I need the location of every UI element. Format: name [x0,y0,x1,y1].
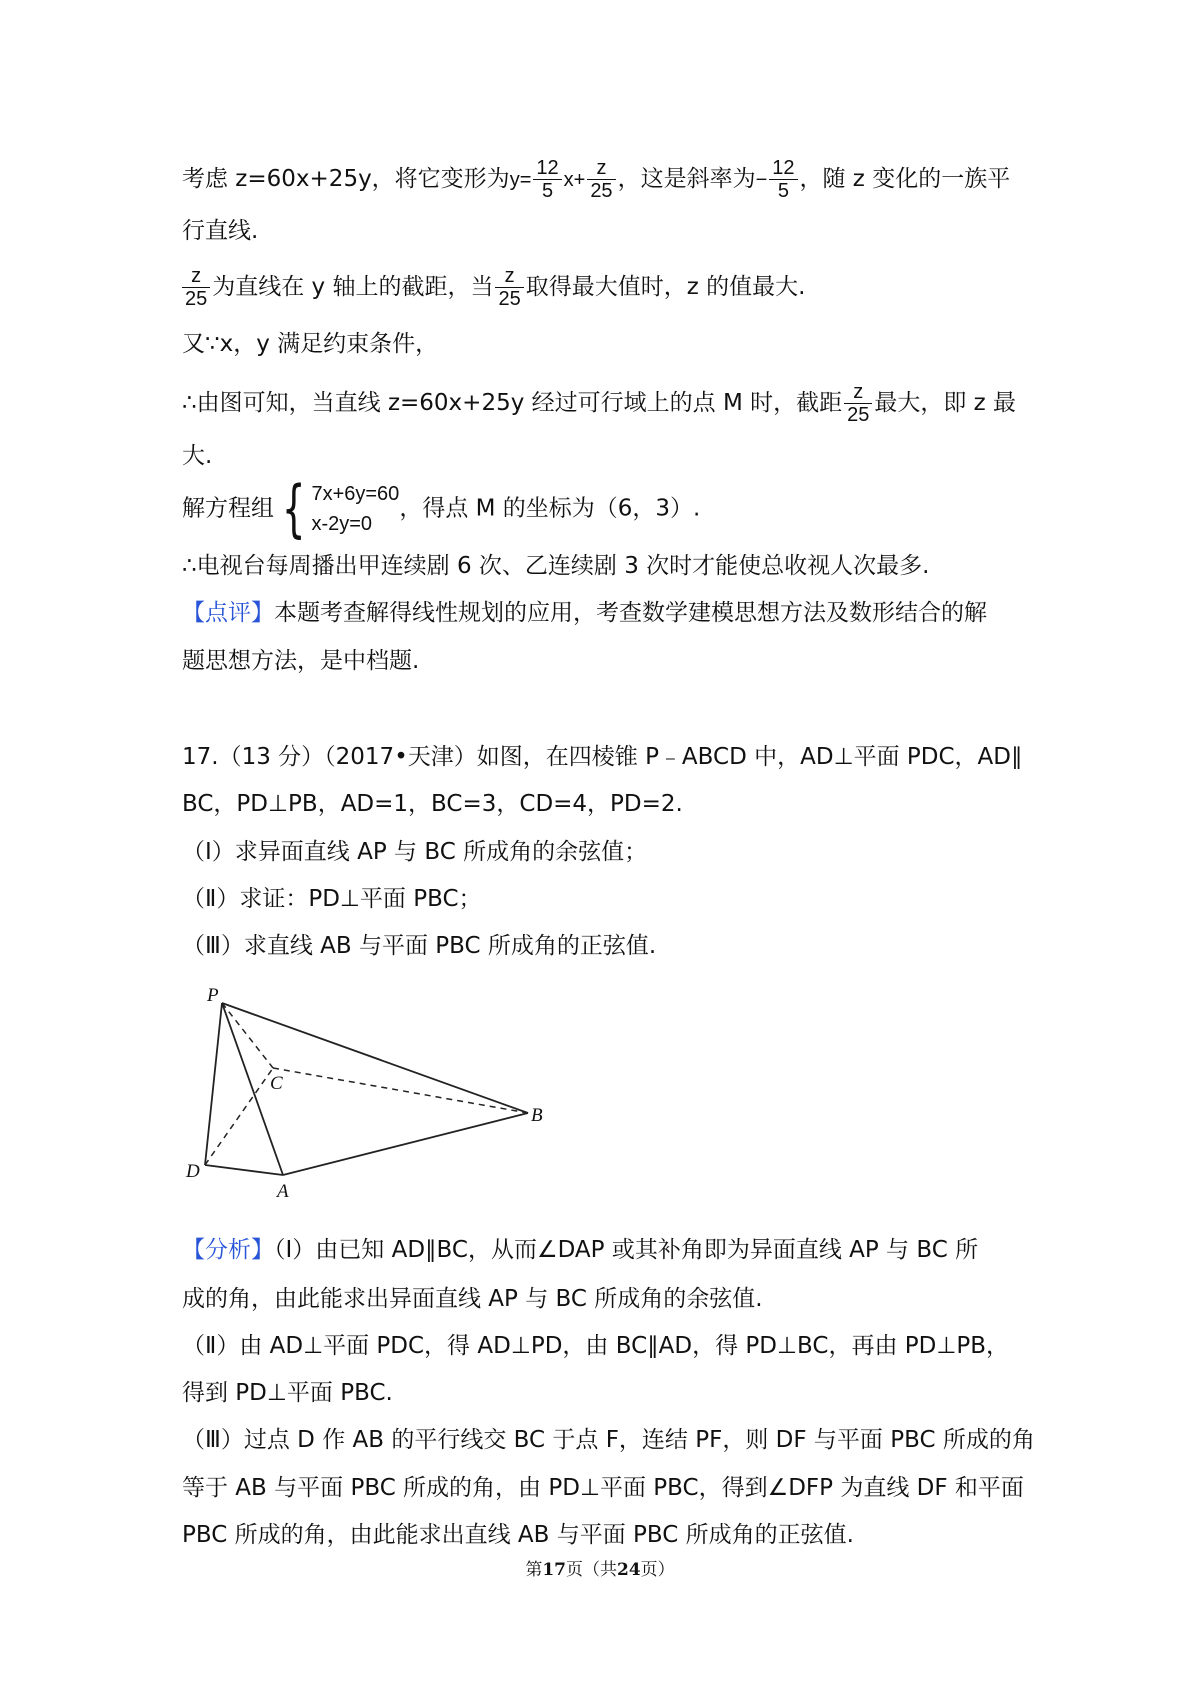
text-line: 等于 AB 与平面 PBC 所成的角，由 PD⊥平面 PBC，得到∠DFP 为直线 DF 和平面 [182,1475,1024,1501]
text-line: 考虑 z=60x+25y，将它变形为y= $\frac{12}{5}$ x+ $\frac{z}{25}$ ，这是斜率为− $\frac{12}{5}$ ，随 z 变化的一族平 [182,157,1011,202]
comment-tag: 【点评】 [182,600,274,626]
edge-da [205,1165,283,1175]
fraction: $\frac{z}{25}$ [844,381,872,426]
question-3: （Ⅲ）求直线 AB 与平面 PBC 所成角的正弦值. [182,933,657,959]
analysis-line: 【分析】（Ⅰ）由已知 AD∥BC，从而∠DAP 或其补角即为异面直线 AP 与 BC 所 [182,1237,979,1263]
page-footer: 第17页（共24页） [525,1560,675,1580]
fraction: $\frac{12}{5}$ [769,157,797,202]
text-line: 得到 PD⊥平面 PBC. [182,1380,393,1406]
text-line: （Ⅱ）由 AD⊥平面 PDC，得 AD⊥PD，由 BC∥AD，得 PD⊥BC，再由 PD⊥PB， [182,1333,1010,1359]
text-line: ∴由图可知，当直线 z=60x+25y 经过可行域上的点 M 时，截距 $\frac{z}{25}$ 最大，即 z 最 [182,381,1017,426]
label-d: D [186,1161,200,1182]
text-line: PBC 所成的角，由此能求出直线 AB 与平面 PBC 所成角的正弦值. [182,1522,854,1548]
question-1: （Ⅰ）求异面直线 AP 与 BC 所成角的余弦值； [182,839,648,865]
fraction: $\frac{z}{25}$ [182,265,210,310]
math-y-equals: y= [509,169,532,191]
text-line: （Ⅲ）过点 D 作 AB 的平行线交 BC 于点 F，连结 PF，则 DF 与平面 PBC 所成的角 [182,1427,1035,1453]
fraction: $\frac{12}{5}$ [533,157,561,202]
pyramid-figure [180,985,550,1205]
analysis-tag: 【分析】 [182,1237,274,1263]
edge-pd [205,1003,222,1165]
question-2: （Ⅱ）求证：PD⊥平面 PBC； [182,886,482,912]
text-line: ∴电视台每周播出甲连续剧 6 次、乙连续剧 3 次时才能使总收视人次最多. [182,553,930,579]
text-line: 题思想方法，是中档题. [182,648,420,674]
edge-pb [222,1003,528,1113]
comment-line: 【点评】本题考查解得线性规划的应用，考查数学建模思想方法及数形结合的解 [182,600,987,626]
brace-icon: { [281,472,306,545]
label-b: B [531,1105,543,1126]
text-line: BC，PD⊥PB，AD=1，BC=3，CD=4，PD=2. [182,791,683,817]
label-p: P [207,985,219,1006]
edge-cb [273,1068,528,1113]
edge-ab [283,1113,528,1175]
text-line: $\frac{z}{25}$ 为直线在 y 轴上的截距，当 $\frac{z}{25}$ 取得最大值时，z 的值最大. [180,265,805,310]
label-a: A [277,1181,289,1202]
text-line: 行直线. [182,218,259,244]
text-line: 成的角，由此能求出异面直线 AP 与 BC 所成角的余弦值. [182,1286,763,1312]
page-number: 17 [542,1560,566,1580]
problem-heading: 17.（13 分）（2017•天津）如图，在四棱锥 P﹣ABCD 中，AD⊥平面 PDC，AD∥ [182,744,1023,770]
text-line: 又∵x，y 满足约束条件， [182,331,439,357]
text-line: 大. [182,443,213,469]
label-c: C [270,1073,283,1094]
equation-system: { 7x+6y=60 x-2y=0 [281,472,400,545]
text-line: 解方程组 { 7x+6y=60 x-2y=0 ，得点 M 的坐标为（6，3）. [182,472,701,545]
total-pages: 24 [617,1560,641,1580]
fraction: $\frac{z}{25}$ [587,157,615,202]
fraction: $\frac{z}{25}$ [495,265,523,310]
